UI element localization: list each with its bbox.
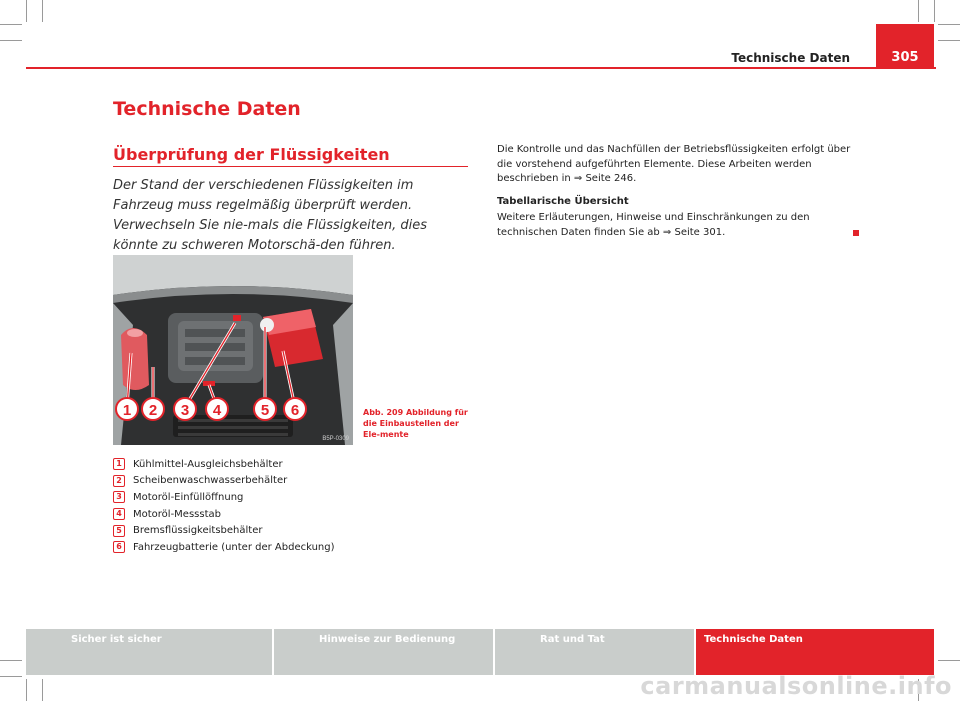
crop-mark bbox=[26, 0, 27, 22]
crop-mark bbox=[934, 0, 935, 22]
footer-nav bbox=[26, 629, 934, 675]
callout-6-label: 6 bbox=[290, 402, 300, 419]
legend-label: Motoröl-Messstab bbox=[133, 508, 221, 520]
image-code: B5P-0309 bbox=[322, 436, 349, 442]
chapter-title: Technische Daten bbox=[113, 98, 301, 120]
section-rule bbox=[113, 166, 468, 167]
lead-paragraph: Der Stand der verschiedenen Flüssigkeiten im Fahrzeug muss regelmäßig überprüft werden. Verwechseln Sie nie-mals die Flüssigkeiten, dies könnte zu schweren Motorschä-den führen. bbox=[113, 178, 428, 253]
legend-item bbox=[113, 539, 413, 556]
crop-mark bbox=[42, 0, 43, 22]
legend-number: 2 bbox=[113, 475, 125, 487]
legend-list bbox=[113, 456, 413, 556]
crop-mark bbox=[0, 676, 22, 677]
page-number-box bbox=[876, 24, 934, 67]
crop-mark bbox=[938, 660, 960, 661]
legend-item bbox=[113, 522, 413, 539]
callout-4-label: 4 bbox=[212, 402, 222, 419]
callout-1 bbox=[116, 398, 138, 420]
callout-1-label: 1 bbox=[122, 402, 132, 419]
figure-caption: Abb. 209 Abbildung für die Einbaustellen der Ele-mente bbox=[363, 408, 468, 439]
section-title: Überprüfung der Flüssigkeiten bbox=[113, 145, 390, 164]
legend-label: Bremsflüssigkeitsbehälter bbox=[133, 525, 263, 537]
running-header: Technische Daten bbox=[731, 51, 850, 65]
callout-3-label: 3 bbox=[180, 402, 190, 419]
callout-6 bbox=[284, 398, 306, 420]
callout-5 bbox=[254, 398, 276, 420]
header-rule bbox=[26, 67, 936, 69]
legend-label: Kühlmittel-Ausgleichsbehälter bbox=[133, 458, 283, 470]
legend-label: Scheibenwaschwasserbehälter bbox=[133, 475, 288, 487]
footer-tab-hinweise-zur-bedienung[interactable]: Hinweise zur Bedienung bbox=[272, 629, 493, 675]
intro-paragraph: Die Kontrolle und das Nachfüllen der Betriebsflüssigkeiten erfolgt über die vorstehend aufgeführten Elemente. Diese Arbeiten werden beschrieben in ⇒ Seite 246. bbox=[497, 144, 851, 184]
crop-mark bbox=[26, 679, 27, 701]
callout-3 bbox=[174, 398, 196, 420]
legend-number: 6 bbox=[113, 541, 125, 553]
legend-item bbox=[113, 506, 413, 523]
legend-number: 5 bbox=[113, 525, 125, 537]
footer-tab-rat-und-tat[interactable]: Rat und Tat bbox=[493, 629, 694, 675]
crop-mark bbox=[42, 679, 43, 701]
legend-item bbox=[113, 489, 413, 506]
engine-bay-figure bbox=[113, 255, 353, 445]
crop-mark bbox=[0, 660, 22, 661]
legend-number: 4 bbox=[113, 508, 125, 520]
right-column bbox=[497, 143, 852, 248]
legend-number: 1 bbox=[113, 458, 125, 470]
crop-mark bbox=[0, 24, 22, 25]
callout-2 bbox=[142, 398, 164, 420]
legend-item bbox=[113, 456, 413, 473]
watermark: carmanualsonline.info bbox=[640, 672, 952, 700]
footer-tab-sicher-ist-sicher[interactable]: Sicher ist sicher bbox=[26, 629, 272, 675]
callout-4 bbox=[206, 398, 228, 420]
section-end-marker bbox=[853, 230, 859, 236]
legend-label: Fahrzeugbatterie (unter der Abdeckung) bbox=[133, 541, 335, 553]
page-number: 305 bbox=[891, 50, 919, 65]
legend-number: 3 bbox=[113, 491, 125, 503]
subheading: Tabellarische Übersicht bbox=[497, 195, 629, 207]
footer-tab-technische-daten[interactable]: Technische Daten bbox=[694, 629, 934, 675]
callout-5-label: 5 bbox=[260, 402, 270, 419]
body-paragraph: Weitere Erläuterungen, Hinweise und Einschränkungen zu den technischen Daten finden Sie ab ⇒ Seite 301. bbox=[497, 212, 810, 238]
legend-label: Motoröl-Einfüllöffnung bbox=[133, 491, 244, 503]
engine-bay-illustration bbox=[113, 255, 353, 445]
crop-mark bbox=[938, 40, 960, 41]
legend-item bbox=[113, 473, 413, 490]
crop-mark bbox=[938, 24, 960, 25]
crop-mark bbox=[918, 0, 919, 22]
crop-mark bbox=[0, 40, 22, 41]
callout-2-label: 2 bbox=[148, 402, 158, 419]
